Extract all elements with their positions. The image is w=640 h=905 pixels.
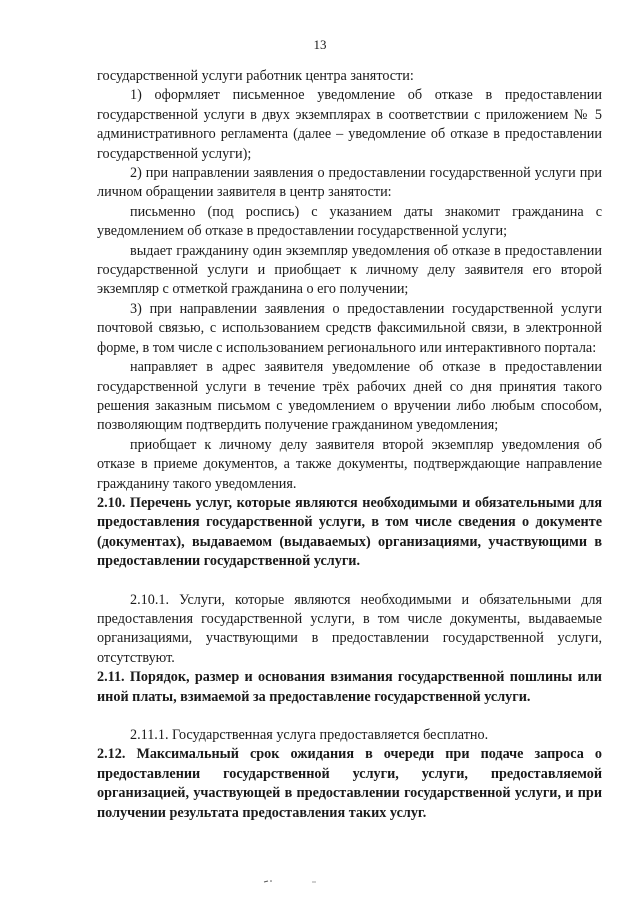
section-heading-2-11: 2.11. Порядок, размер и основания взимания государственной пошлины или иной платы, взимаемой за предоставление государственной услуги. [97,669,602,705]
page-number: 13 [313,37,327,52]
paragraph-continuation: государственной услуги работник центра занятости: [97,68,414,84]
section-heading-2-10: 2.10. Перечень услуг, которые являются необходимыми и обязательными для предоставления государственной услуги, в том числе сведения о документе (документах), выдаваемом (выдаваемых) организациями, участвующими в предоставлении государственной услуги. [97,494,602,570]
paragraph-item-1: 1) оформляет письменное уведомление об отказе в предоставлении государственной услуги в двух экземплярах в соответствии с приложением № 5 административного регламента (далее – уведомление об отказе в предоставлении государственной услуги); [97,87,602,162]
paragraph-issue-copy: выдает гражданину один экземпляр уведомления об отказе в предоставлении государственной услуги и приобщает к личному делу заявителя его второй экземпляр с отметкой гражданина о его получении; [97,242,602,298]
section-text-2-11-1: 2.11.1. Государственная услуга предоставляется бесплатно. [130,727,489,743]
section-heading-2-12: 2.12. Максимальный срок ожидания в очереди при подаче запроса о предоставлении государственной услуги, услуги, предоставляемой организацией, участвующей в предоставлении государственной услуги, и при получении результата предоставления таких услуг. [97,746,602,821]
paragraph-attach-copy: приобщает к личному делу заявителя второй экземпляр уведомления об отказе в приеме документов, а также документы, подтверждающие направление гражданину такого уведомления. [97,436,602,492]
section-text-2-10-1: 2.10.1. Услуги, которые являются необходимыми и обязательными для предоставления государственной услуги, в том числе документы, выдаваемые организациями, участвующими в предоставлении государственной услуги, отсутствуют. [97,591,602,666]
paragraph-send-notice: направляет в адрес заявителя уведомление об отказе в предоставлении государственной услуги в течение трёх рабочих дней со дня принятия такого решения заказным письмом с уведомлением о вручении либо любым способом, позволяющим подтвердить получение гражданином уведомления; [97,359,602,434]
paragraph-item-3: 3) при направлении заявления о предоставлении государственной услуги почтовой связью, с использованием средств факсимильной связи, в электронной форме, в том числе с использованием регионального или интерактивного портала: [97,300,602,356]
document-body [97,67,602,823]
paragraph-written-notice: письменно (под роспись) с указанием даты знакомит гражданина с уведомлением об отказе в предоставлении государственной услуги; [97,203,602,240]
scan-artifact-mark [262,876,320,886]
paragraph-item-2: 2) при направлении заявления о предоставлении государственной услуги при личном обращении заявителя в центр занятости: [97,165,602,201]
